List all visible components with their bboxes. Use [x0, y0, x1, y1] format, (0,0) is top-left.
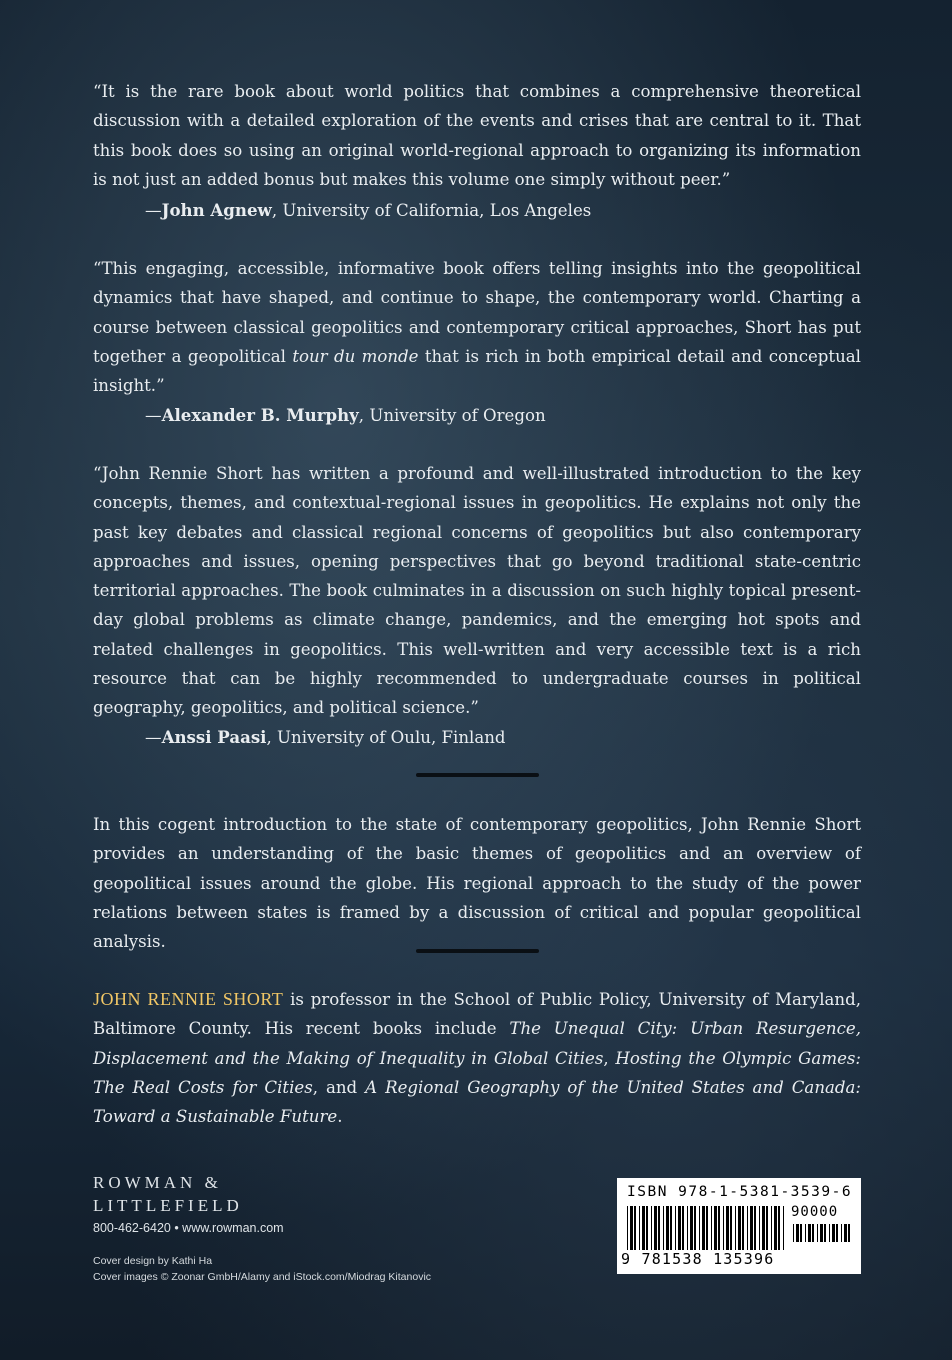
barcode-bar: [723, 1206, 724, 1250]
isbn-barcode: [617, 1178, 861, 1274]
price-code: 90000: [791, 1204, 839, 1220]
barcode-bar: [793, 1224, 794, 1242]
barcode-bar: [730, 1206, 732, 1250]
publisher-contact: 800-462-6420 • www.rowman.com: [93, 1221, 284, 1235]
author-name: JOHN RENNIE SHORT: [93, 989, 284, 1009]
barcode-bar: [646, 1206, 648, 1250]
blurb-text-part: “This engaging, accessible, informative book offers telling insights into the geopolitical dynamics that have shaped, and continue to shape, the contemporary world. Charting a course between classical geopolitics and contemporary critical approaches, Short has put together a geopolitical: [93, 259, 861, 366]
barcode-bar: [726, 1206, 729, 1250]
barcode-bar: [670, 1206, 672, 1250]
barcode-bar: [844, 1224, 847, 1242]
barcode-bar: [778, 1206, 780, 1250]
barcode-bar: [766, 1206, 768, 1250]
blurb-text: “It is the rare book about world politics that combines a comprehensive theoretical discussion with a detailed exploration of the events and crises that are central to it. That this book does so using an original world-regional approach to organizing its information is not just an added bonus but makes this volume one simply without peer.”: [93, 82, 861, 189]
barcode-bar: [642, 1206, 645, 1250]
barcode-bar: [796, 1224, 799, 1242]
barcode-bar: [771, 1206, 772, 1250]
author-bio: [93, 985, 861, 1131]
barcode-bar: [682, 1206, 684, 1250]
barcode-bar: [627, 1206, 628, 1250]
cover-credits: [93, 1253, 431, 1285]
barcode-bar: [774, 1206, 777, 1250]
book-description: [93, 810, 861, 956]
barcode-bar: [714, 1206, 717, 1250]
barcode-bar: [630, 1206, 633, 1250]
blurb-italic: tour du monde: [292, 346, 419, 366]
description-text: In this cogent introduction to the state of contemporary geopolitics, John Rennie Short provides an understanding of the basic themes of geopolitics and an overview of geopolitical issues around the globe. His regional approach to the study of the power relations between states is framed by a discussion of critical and popular geopolitical analysis.: [93, 815, 861, 952]
barcode-bar: [711, 1206, 712, 1250]
barcode-bar: [706, 1206, 708, 1250]
blurb-paasi: [93, 459, 861, 723]
publisher-logo: [93, 1171, 243, 1217]
barcode-bar: [678, 1206, 681, 1250]
barcode-bar: [639, 1206, 640, 1250]
barcode-bar: [699, 1206, 700, 1250]
barcode-bar: [654, 1206, 657, 1250]
barcode-bar: [820, 1224, 823, 1242]
attribution-affiliation: , University of California, Los Angeles: [271, 201, 592, 220]
book-title: A Regional Geography of the United States and Canada: Toward a Sustainable Future: [93, 1077, 861, 1127]
attribution-name: John Agnew: [161, 200, 272, 220]
barcode-digits: 9 781538 135396: [621, 1250, 775, 1268]
publisher-line-1: ROWMAN &: [93, 1173, 222, 1192]
barcode-bar: [759, 1206, 760, 1250]
attribution-name: Alexander B. Murphy: [161, 405, 359, 425]
barcode-bar: [750, 1206, 753, 1250]
attribution-name: Anssi Paasi: [161, 727, 267, 747]
bio-sep: , and: [312, 1077, 366, 1097]
attribution-murphy: [145, 401, 546, 430]
barcode-bar: [808, 1224, 811, 1242]
barcode-bar: [832, 1224, 835, 1242]
barcode-bar: [735, 1206, 736, 1250]
publisher-line-2: LITTLEFIELD: [93, 1196, 243, 1215]
barcode-bar: [762, 1206, 765, 1250]
barcode-bar: [738, 1206, 741, 1250]
barcode-bar: [658, 1206, 660, 1250]
attribution-dash: —: [145, 201, 162, 220]
attribution-dash: —: [145, 406, 162, 425]
blurb-murphy: [93, 254, 861, 400]
barcode-bar: [824, 1224, 826, 1242]
barcode-bar: [800, 1224, 802, 1242]
attribution-dash: —: [145, 728, 162, 747]
bio-sep: ,: [603, 1048, 616, 1068]
barcode-bar: [817, 1224, 818, 1242]
barcode-bars: [627, 1206, 787, 1250]
barcode-bar: [651, 1206, 652, 1250]
barcode-bar: [663, 1206, 664, 1250]
barcode-bar: [690, 1206, 693, 1250]
barcode-bar: [694, 1206, 696, 1250]
barcode-bar: [841, 1224, 842, 1242]
barcode-bar: [812, 1224, 814, 1242]
attribution-agnew: [145, 196, 591, 225]
bio-end: .: [337, 1107, 343, 1127]
attribution-paasi: [145, 723, 506, 752]
book-title: The Unequal City: Urban Resurgence, Displacement and the Making of Inequality in Global Cities: [93, 1019, 861, 1068]
blurb-text: “John Rennie Short has written a profound and well-illustrated introduction to the key concepts, themes, and contextual-regional issues in geopolitics. He explains not only the past key debates and classical regional concerns of geopolitics but also contemporary approaches and issues, opening perspectives that go beyond traditional state-centric territorial approaches. The book culminates in a discussion on such highly topical present-day global problems as climate change, pandemics, and the emerging hot spots and related challenges in geopolitics. This well-written and very accessible text is a rich resource that can be highly recommended to undergraduate courses in political geography, geopolitics, and political science.”: [93, 464, 861, 718]
attribution-affiliation: , University of Oregon: [358, 406, 546, 425]
barcode-bar: [666, 1206, 669, 1250]
barcode-bar: [805, 1224, 806, 1242]
divider-rule: [416, 949, 539, 953]
cover-images-credit: Cover images © Zoonar GmbH/Alamy and iStock.com/Miodrag Kitanovic: [93, 1271, 432, 1283]
barcode-bar: [718, 1206, 720, 1250]
barcode-bar: [675, 1206, 676, 1250]
barcode-bar: [747, 1206, 748, 1250]
bio-text: is professor in the School of Public Policy, University of Maryland, Baltimore County. His recent books include: [93, 990, 861, 1039]
barcode-bar: [754, 1206, 756, 1250]
barcode-bar: [634, 1206, 636, 1250]
barcode-bar: [702, 1206, 705, 1250]
price-barcode-bars: [793, 1224, 853, 1242]
barcode-bar: [848, 1224, 850, 1242]
blurb-text-part: that is rich in both empirical detail and conceptual insight.”: [93, 346, 861, 396]
cover-design-credit: Cover design by Kathi Ha: [93, 1255, 213, 1267]
book-title: Hosting the Olympic Games: The Real Costs for Cities: [93, 1048, 861, 1097]
barcode-bar: [829, 1224, 830, 1242]
barcode-bar: [783, 1206, 784, 1250]
isbn-label: ISBN 978-1-5381-3539-6: [627, 1184, 853, 1200]
barcode-bar: [742, 1206, 744, 1250]
attribution-affiliation: , University of Oulu, Finland: [266, 728, 506, 747]
divider-rule: [416, 773, 539, 777]
barcode-bar: [836, 1224, 838, 1242]
blurb-agnew: [93, 77, 861, 194]
barcode-bar: [687, 1206, 688, 1250]
